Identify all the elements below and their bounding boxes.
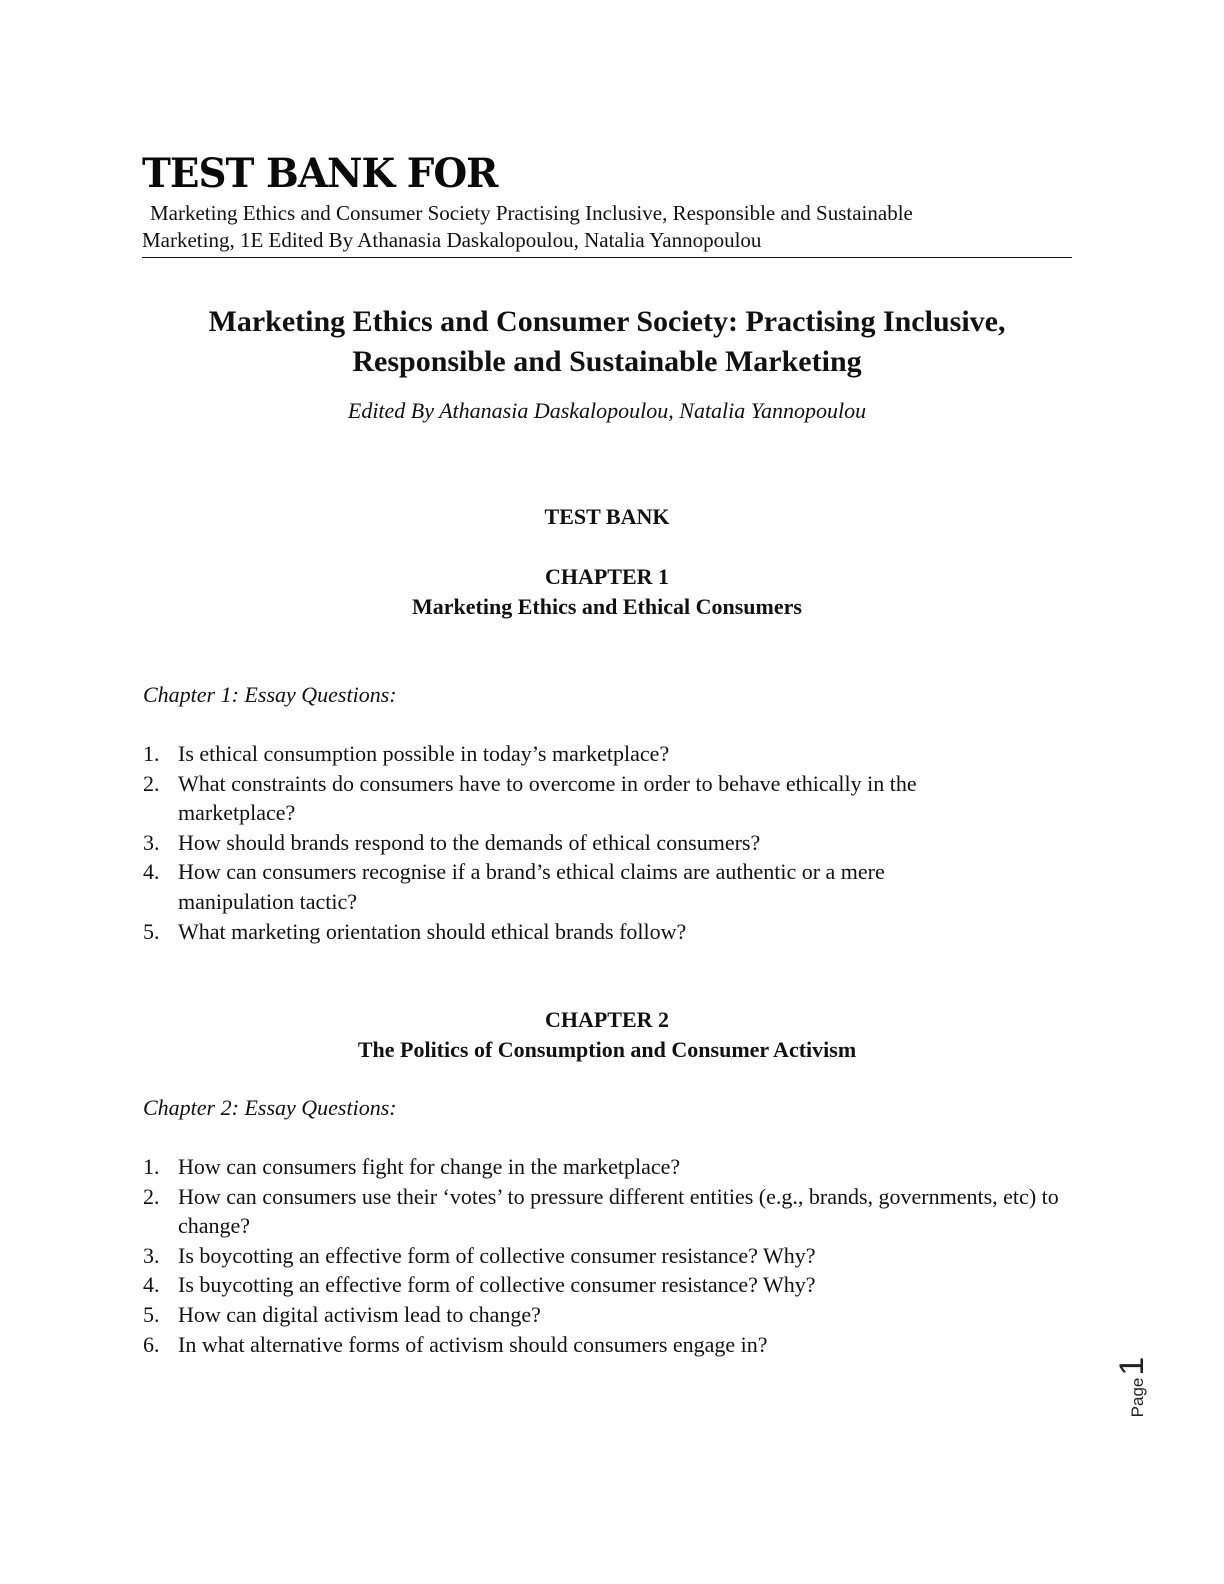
book-title-line2: Responsible and Sustainable Marketing [352, 345, 862, 378]
question-text: How can consumers recognise if a brand’s ethical claims are authentic or a mere manipulation tactic? [178, 859, 885, 914]
question-number: 6. [143, 1331, 160, 1357]
list-item [143, 769, 1078, 828]
chapter-2-heading: CHAPTER 2 [544, 1007, 670, 1032]
document-header [142, 150, 1072, 258]
question-number: 1. [143, 741, 160, 766]
question-number: 5. [143, 918, 160, 944]
question-number: 2. [143, 1183, 160, 1209]
question-number: 4. [143, 859, 160, 885]
question-text: How can digital activism lead to change? [178, 1301, 541, 1327]
question-text: What constraints do consumers have to overcome in order to behave ethically in the marketplace? [178, 770, 917, 826]
list-item [143, 1270, 1078, 1300]
list-item [143, 1330, 1078, 1360]
list-item [143, 739, 1078, 769]
list-item [143, 857, 1078, 916]
chapter-1-heading: CHAPTER 1 [544, 564, 670, 589]
list-item [143, 1152, 1078, 1182]
page-number-marker [1113, 1357, 1183, 1417]
question-text: How should brands respond to the demands of ethical consumers? [178, 829, 761, 855]
list-item [143, 828, 1078, 858]
list-item [143, 1182, 1078, 1241]
question-text: Is ethical consumption possible in today’s marketplace? [178, 741, 670, 766]
header-subtitle-line1: Marketing Ethics and Consumer Society Practising Inclusive, Responsible and Sustainable [150, 201, 913, 225]
header-subtitle [142, 200, 1072, 258]
chapter-1-title: Marketing Ethics and Ethical Consumers [412, 594, 802, 619]
question-number: 5. [143, 1301, 160, 1327]
chapter-1-question-list [143, 739, 1078, 946]
page-number: 1 [1113, 1356, 1151, 1376]
question-text: Is boycotting an effective form of collective consumer resistance? Why? [178, 1242, 816, 1268]
test-bank-heading: TEST BANK [544, 504, 670, 529]
chapter-2-title: The Politics of Consumption and Consumer Activism [357, 1037, 857, 1062]
header-subtitle-line2: Marketing, 1E Edited By Athanasia Daskalopoulou, Natalia Yannopoulou [142, 228, 762, 252]
book-title [142, 302, 1072, 382]
question-text: How can consumers fight for change in the marketplace? [178, 1154, 681, 1179]
header-title: TEST BANK FOR [142, 150, 498, 197]
question-number: 2. [143, 770, 160, 796]
question-text: Is buycotting an effective form of collective consumer resistance? Why? [178, 1272, 816, 1298]
list-item [143, 917, 1078, 947]
question-number: 3. [143, 1242, 160, 1268]
chapter-2-section-label: Chapter 2: Essay Questions: [143, 1095, 397, 1120]
list-item [143, 1300, 1078, 1330]
question-text: What marketing orientation should ethical brands follow? [178, 918, 687, 944]
question-text: In what alternative forms of activism should consumers engage in? [178, 1331, 768, 1357]
book-editors: Edited By Athanasia Daskalopoulou, Natalia Yannopoulou [347, 398, 867, 423]
list-item [143, 1241, 1078, 1271]
question-text: How can consumers use their ‘votes’ to pressure different entities (e.g., brands, governments, etc) to change? [178, 1183, 1059, 1239]
question-number: 1. [143, 1154, 160, 1179]
chapter-2-question-list [143, 1152, 1078, 1359]
page-label: Page [1128, 1377, 1147, 1418]
question-number: 4. [143, 1272, 160, 1298]
book-title-line1: Marketing Ethics and Consumer Society: Practising Inclusive, [208, 305, 1006, 338]
question-number: 3. [143, 829, 160, 855]
chapter-1-section-label: Chapter 1: Essay Questions: [143, 682, 397, 707]
